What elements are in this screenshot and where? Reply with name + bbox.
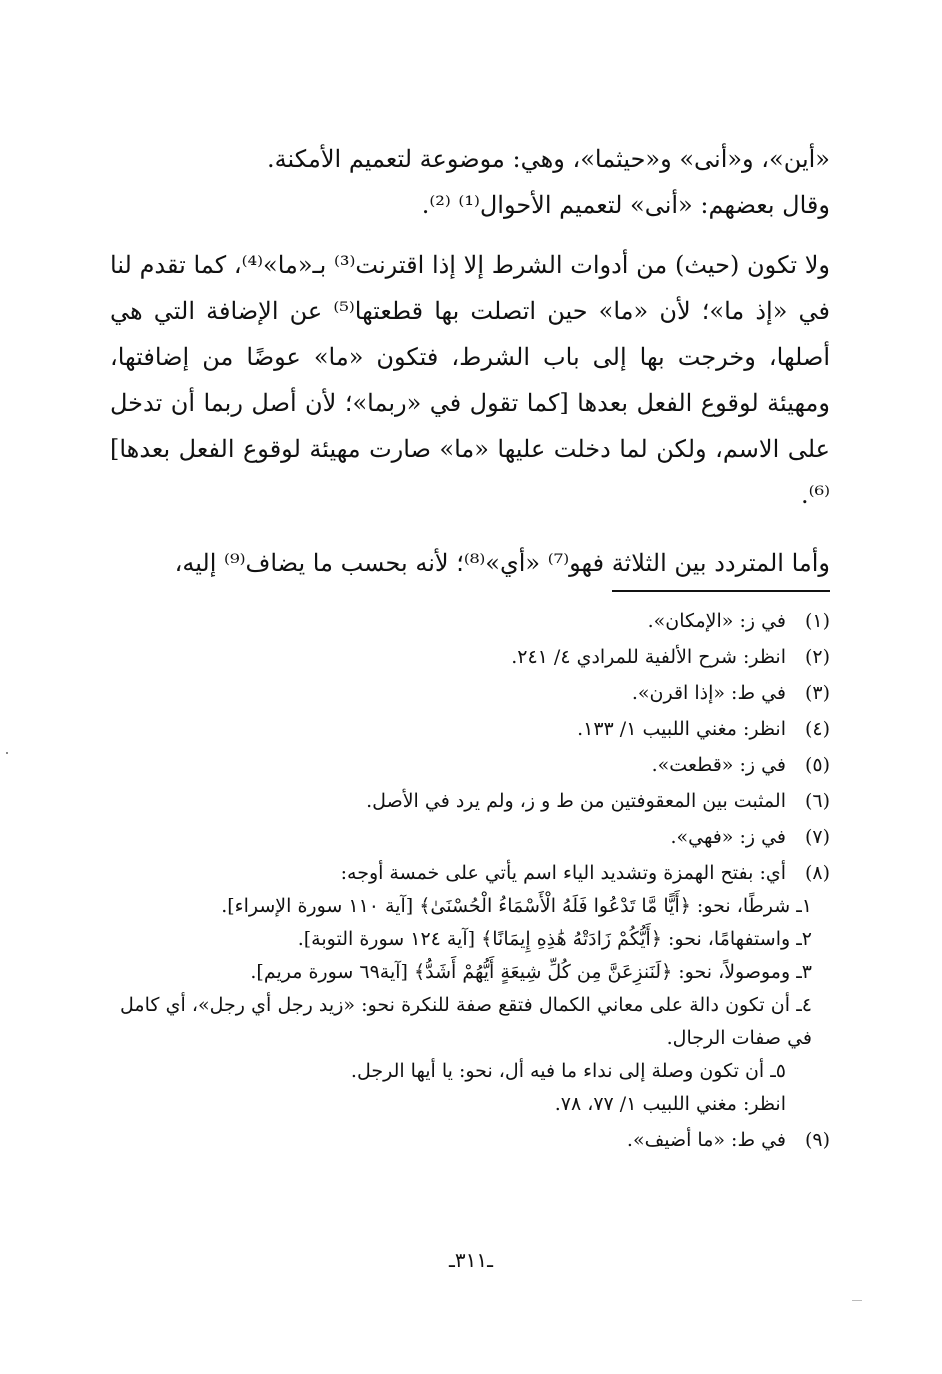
footnote bbox=[120, 820, 830, 854]
scan-speck bbox=[6, 752, 8, 754]
footnote-number: (٧) bbox=[804, 826, 830, 848]
footnote bbox=[120, 712, 830, 746]
footnote-8-item: ١ـ شرطًا، نحو: ﴿أَيًّا مَّا تَدْعُوا فَلَهُ الْأَسْمَاءُ الْحُسْنَىٰ﴾ [آية ١١٠ سورة الإسراء]. bbox=[221, 895, 812, 917]
footnote bbox=[120, 640, 830, 674]
main-line-1: «أين»، و«أنى» و«حيثما»، وهي: موضوعة لتعميم الأمكنة. bbox=[266, 145, 830, 173]
footnote-text: في ز: «فهي». bbox=[670, 826, 786, 848]
footnote-number: (٨) bbox=[804, 862, 830, 884]
footnote-text: المثبت بين المعقوفتين من ط و ز، ولم يرد في الأصل. bbox=[366, 790, 786, 812]
footnote-8-item: ٣ـ وموصولاً، نحو: ﴿لَنَنزِعَنَّ مِن كُلِّ شِيعَةٍ أَيُّهُمْ أَشَدُّ﴾ [آية٦٩ سورة مريم]. bbox=[250, 961, 812, 983]
main-paragraph-1: ولا تكون (حيث) من أدوات الشرط إلا إذا اقترنت⁽³⁾ بـ«ما»⁽⁴⁾، كما تقدم لنا في «إذ ما»؛ لأن «ما» حين اتصلت بها قطعتها⁽⁵⁾ عن الإضافة التي هي أصلها، وخرجت بها إلى باب الشرط، فتكون «ما» عوضًا من إضافتها، ومهيئة لوقوع الفعل بعدها [كما تقول في «ربما»؛ لأن أصل ربما أن تدخل على الاسم، ولكن لما دخلت عليها «ما» صارت مهيئة لوقوع الفعل بعدها]⁽⁶⁾. bbox=[110, 251, 831, 509]
footnote-number: (٦) bbox=[804, 790, 830, 812]
footnote bbox=[120, 604, 830, 638]
footnote-text: انظر: شرح الألفية للمرادي ٤/ ٢٤١. bbox=[511, 646, 786, 668]
footnote-8-item: ٤ـ أن تكون دالة على معاني الكمال فتقع صفة للنكرة نحو: «زيد رجل أي رجل»، أي كامل في صفات الرجال. bbox=[120, 994, 812, 1049]
footnote bbox=[120, 748, 830, 782]
footnote bbox=[120, 856, 830, 890]
footnote bbox=[120, 676, 830, 710]
footnotes bbox=[120, 602, 830, 1157]
footnote-text: انظر: مغني اللبيب ١/ ١٣٣. bbox=[577, 718, 786, 740]
footnote bbox=[120, 784, 830, 818]
page-number: ـ٣١١ـ bbox=[449, 1248, 493, 1272]
footnote-text: في ط: «إذا اقرن». bbox=[631, 682, 786, 704]
footnote-number: (٥) bbox=[804, 754, 830, 776]
footnote-8-item: ٥ـ أن تكون وصلة إلى نداء ما فيه أل، نحو: يا أيها الرجل. bbox=[350, 1060, 786, 1082]
footnote-8-reference: انظر: مغني اللبيب ١/ ٧٧، ٧٨. bbox=[554, 1093, 786, 1115]
footnote-number: (٩) bbox=[804, 1129, 830, 1151]
main-line-2: وقال بعضهم: «أنى» لتعميم الأحوال⁽¹⁾ ⁽²⁾. bbox=[421, 191, 830, 219]
footnote-number: (١) bbox=[804, 610, 830, 632]
scan-speck bbox=[852, 1300, 862, 1301]
footnote-8-item: ٢ـ واستفهامًا، نحو: ﴿أَيُّكُمْ زَادَتْهُ هَٰذِهِ إِيمَانًا﴾ [آية ١٢٤ سورة التوبة]. bbox=[297, 928, 812, 950]
footnote-number: (٣) bbox=[804, 682, 830, 704]
footnote-separator bbox=[612, 590, 830, 592]
footnote-number: (٢) bbox=[804, 646, 830, 668]
footnote-text: في ط: «ما أضيف». bbox=[626, 1129, 786, 1151]
main-text bbox=[110, 136, 830, 586]
main-paragraph-2: وأما المتردد بين الثلاثة فهو⁽⁷⁾ «أي»⁽⁸⁾؛ لأنه بحسب ما يضاف⁽⁹⁾ إليه، bbox=[174, 549, 830, 577]
footnote-text: في ز: «قطعت». bbox=[651, 754, 786, 776]
footnote-text: أي: بفتح الهمزة وتشديد الياء اسم يأتي على خمسة أوجه: bbox=[340, 862, 786, 884]
footnote bbox=[120, 1123, 830, 1157]
footnote-number: (٤) bbox=[804, 718, 830, 740]
footnote-text: في ز: «الإمكان». bbox=[647, 610, 786, 632]
